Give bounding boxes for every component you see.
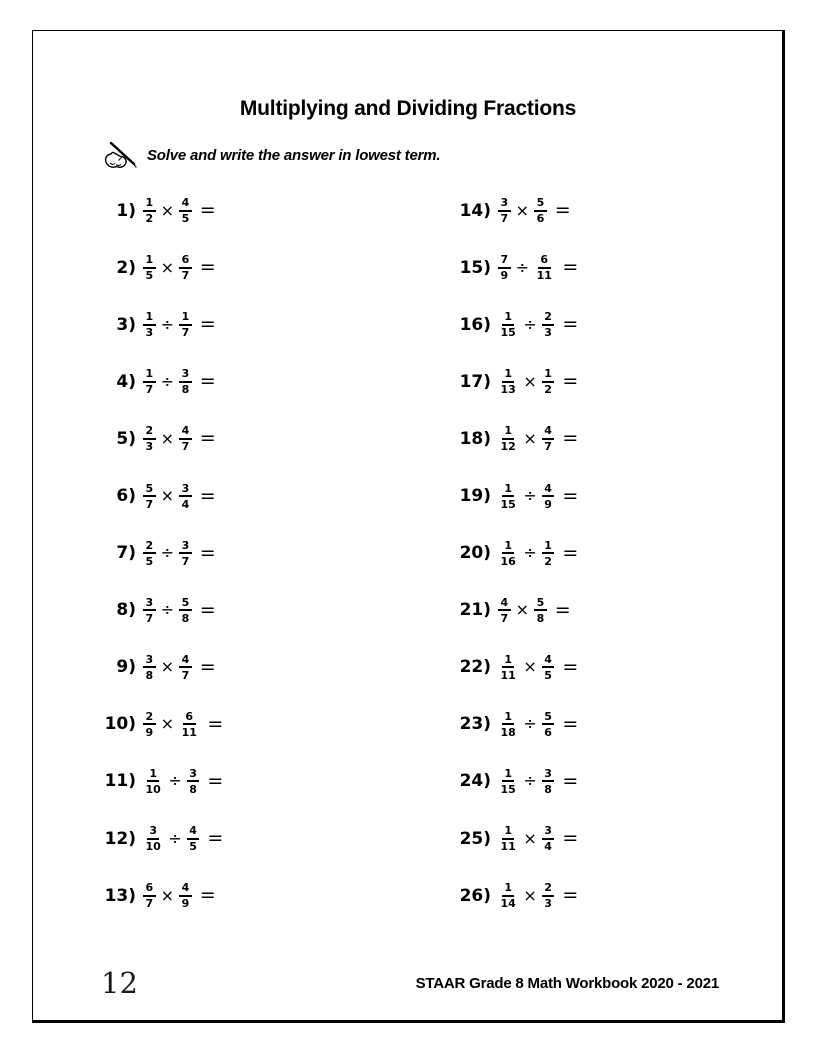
- fraction-first-numerator: 1: [502, 653, 515, 669]
- fraction-first: [143, 710, 156, 739]
- footer-book-title: STAAR Grade 8 Math Workbook 2020 - 2021: [415, 975, 719, 992]
- fraction-second: [179, 424, 192, 453]
- equals-sign: =: [562, 370, 579, 393]
- fraction-first-denominator: 15: [500, 497, 516, 511]
- problem-number: 25): [459, 828, 491, 849]
- operator-sign: ×: [160, 486, 175, 506]
- problem-number: 13): [104, 885, 136, 906]
- fraction-second-denominator: 9: [544, 497, 552, 511]
- operator-sign: ÷: [168, 828, 182, 848]
- problem-item: [96, 582, 451, 639]
- operator-sign: ÷: [515, 257, 530, 277]
- fraction-first: [498, 653, 518, 682]
- fraction-first-denominator: 7: [145, 611, 154, 625]
- fraction-first-denominator: 9: [145, 725, 154, 739]
- fraction-second-numerator: 2: [542, 310, 555, 326]
- fraction-first-numerator: 1: [143, 253, 156, 269]
- fraction-second-denominator: 5: [189, 840, 197, 854]
- fraction-first-denominator: 10: [145, 782, 161, 796]
- operator-sign: ÷: [523, 771, 537, 791]
- fraction-second-numerator: 4: [179, 881, 192, 897]
- fraction-first-denominator: 7: [500, 611, 509, 625]
- fraction-first-denominator: 9: [500, 269, 509, 283]
- fraction-second-numerator: 6: [183, 710, 196, 726]
- problem-number: 24): [459, 771, 491, 792]
- operator-sign: ×: [160, 657, 175, 677]
- problem-item: [451, 239, 771, 296]
- fraction-first-denominator: 5: [145, 269, 154, 283]
- fraction-second-denominator: 9: [181, 897, 190, 911]
- operator-sign: ÷: [523, 486, 537, 506]
- fraction-first: [498, 367, 518, 396]
- problem-number: 23): [459, 714, 491, 735]
- fraction-second-denominator: 8: [181, 383, 190, 397]
- fraction-first: [143, 767, 163, 796]
- fraction-second: [179, 596, 192, 625]
- fraction-first-numerator: 6: [143, 881, 156, 897]
- operator-sign: ×: [523, 371, 537, 391]
- fraction-first: [498, 767, 518, 796]
- operator-sign: ÷: [160, 600, 175, 620]
- operator-sign: ×: [523, 657, 537, 677]
- fraction-second: [179, 881, 192, 910]
- operator-sign: ÷: [523, 543, 537, 563]
- fraction-first-numerator: 1: [502, 482, 515, 498]
- fraction-first-numerator: 2: [143, 710, 156, 726]
- problem-item: [96, 182, 451, 239]
- fraction-first-denominator: 7: [145, 383, 154, 397]
- fraction-second: [179, 367, 192, 396]
- problem-item: [96, 410, 451, 467]
- fraction-first: [498, 824, 518, 853]
- operator-sign: ×: [160, 714, 175, 734]
- fraction-second: [179, 310, 192, 339]
- equals-sign: =: [554, 199, 571, 222]
- fraction-second: [542, 424, 555, 453]
- fraction-first-numerator: 1: [502, 710, 515, 726]
- fraction-first-denominator: 8: [145, 668, 154, 682]
- fraction-second-denominator: 7: [544, 440, 552, 454]
- problem-item: [96, 467, 451, 524]
- fraction-first-numerator: 7: [498, 253, 511, 269]
- fraction-second-denominator: 6: [544, 725, 552, 739]
- problem-number: 16): [459, 314, 491, 335]
- problem-item: [96, 696, 451, 753]
- fraction-first-denominator: 2: [145, 212, 154, 226]
- fraction-second: [534, 596, 547, 625]
- fraction-first-numerator: 3: [498, 196, 511, 212]
- problem-item: [451, 525, 771, 582]
- fraction-second-denominator: 8: [189, 782, 197, 796]
- fraction-first-denominator: 7: [500, 212, 509, 226]
- fraction-second-denominator: 7: [181, 326, 190, 340]
- fraction-first: [498, 310, 518, 339]
- fraction-first: [498, 253, 511, 282]
- fraction-first-denominator: 12: [500, 440, 516, 454]
- fraction-second-numerator: 4: [179, 653, 192, 669]
- problem-item: [96, 867, 451, 924]
- problem-number: 18): [459, 428, 491, 449]
- fraction-second: [179, 653, 192, 682]
- fraction-second: [542, 482, 555, 511]
- fraction-second-numerator: 3: [179, 539, 192, 555]
- problem-number: 10): [104, 714, 136, 735]
- fraction-first-numerator: 2: [143, 539, 156, 555]
- problem-number: 8): [116, 600, 136, 621]
- fraction-second-numerator: 3: [179, 367, 192, 383]
- problem-item: [96, 525, 451, 582]
- fraction-first-denominator: 5: [145, 554, 154, 568]
- problem-item: [96, 639, 451, 696]
- problem-item: [96, 753, 451, 810]
- operator-sign: ×: [523, 828, 537, 848]
- fraction-second-numerator: 3: [542, 767, 555, 783]
- operator-sign: ÷: [523, 314, 537, 334]
- fraction-second-denominator: 7: [181, 269, 190, 283]
- fraction-first: [143, 539, 156, 568]
- fraction-second: [542, 310, 555, 339]
- problem-item: [96, 239, 451, 296]
- fraction-first-denominator: 3: [145, 326, 154, 340]
- fraction-second: [179, 539, 192, 568]
- fraction-second-denominator: 3: [544, 326, 552, 340]
- operator-sign: ÷: [168, 771, 182, 791]
- fraction-second-numerator: 6: [179, 253, 192, 269]
- equals-sign: =: [562, 484, 579, 507]
- fraction-first-denominator: 7: [145, 897, 154, 911]
- fraction-first: [143, 653, 156, 682]
- equals-sign: =: [207, 827, 224, 850]
- fraction-second-denominator: 5: [181, 212, 190, 226]
- equals-sign: =: [199, 884, 216, 907]
- operator-sign: ×: [160, 200, 175, 220]
- fraction-second: [542, 539, 555, 568]
- fraction-first-numerator: 1: [143, 196, 156, 212]
- fraction-second-numerator: 5: [534, 596, 547, 612]
- fraction-first-denominator: 15: [500, 782, 516, 796]
- equals-sign: =: [207, 712, 224, 735]
- fraction-first-denominator: 10: [145, 840, 161, 854]
- fraction-second-numerator: 1: [542, 367, 555, 383]
- operator-sign: ×: [160, 257, 175, 277]
- problem-number: 15): [459, 257, 491, 278]
- operator-sign: ÷: [160, 543, 175, 563]
- fraction-second-numerator: 4: [542, 482, 555, 498]
- problem-item: [451, 410, 771, 467]
- fraction-second-numerator: 3: [187, 767, 200, 783]
- footer-page-number: 12: [101, 966, 138, 1000]
- fraction-second-denominator: 8: [536, 611, 545, 625]
- problem-number: 17): [459, 371, 491, 392]
- fraction-first: [498, 482, 518, 511]
- problem-number: 21): [459, 600, 491, 621]
- fraction-first: [498, 881, 518, 910]
- problem-item: [96, 810, 451, 867]
- fraction-second-denominator: 2: [544, 383, 552, 397]
- problem-number: 14): [459, 200, 491, 221]
- fraction-second-denominator: 7: [181, 554, 190, 568]
- equals-sign: =: [199, 427, 216, 450]
- equals-sign: =: [199, 313, 216, 336]
- page-title: Multiplying and Dividing Fractions: [239, 97, 577, 120]
- equals-sign: =: [199, 484, 216, 507]
- problem-number: 2): [116, 257, 136, 278]
- equals-sign: =: [199, 370, 216, 393]
- fraction-first: [498, 539, 518, 568]
- fraction-first-denominator: 14: [500, 897, 516, 911]
- fraction-first-denominator: 13: [500, 383, 516, 397]
- operator-sign: ÷: [160, 371, 175, 391]
- equals-sign: =: [562, 256, 579, 279]
- fraction-first-denominator: 11: [500, 840, 516, 854]
- fraction-first-numerator: 3: [143, 596, 156, 612]
- fraction-second-denominator: 8: [544, 782, 552, 796]
- fraction-first-numerator: 1: [143, 367, 156, 383]
- fraction-second-denominator: 2: [544, 554, 552, 568]
- fraction-second-numerator: 2: [542, 881, 555, 897]
- fraction-second-numerator: 1: [542, 539, 555, 555]
- fraction-second-numerator: 1: [179, 310, 192, 326]
- operator-sign: ×: [515, 200, 530, 220]
- problem-item: [451, 867, 771, 924]
- fraction-first-numerator: 1: [143, 310, 156, 326]
- fraction-second-denominator: 7: [181, 668, 190, 682]
- problem-item: [96, 296, 451, 353]
- fraction-second: [534, 253, 554, 282]
- fraction-first-numerator: 1: [502, 881, 515, 897]
- operator-sign: ÷: [523, 714, 537, 734]
- fraction-first-denominator: 11: [500, 668, 516, 682]
- fraction-first: [143, 596, 156, 625]
- equals-sign: =: [562, 427, 579, 450]
- fraction-first-denominator: 18: [500, 725, 516, 739]
- problem-item: [451, 182, 771, 239]
- equals-sign: =: [199, 541, 216, 564]
- fraction-second: [542, 881, 555, 910]
- equals-sign: =: [199, 598, 216, 621]
- fraction-second-denominator: 7: [181, 440, 190, 454]
- problem-number: 5): [116, 428, 136, 449]
- fraction-second: [179, 253, 192, 282]
- fraction-second: [542, 767, 555, 796]
- equals-sign: =: [207, 769, 224, 792]
- fraction-first-numerator: 4: [498, 596, 511, 612]
- fraction-first: [143, 367, 156, 396]
- fraction-first-numerator: 2: [143, 424, 156, 440]
- fraction-first-numerator: 3: [143, 653, 156, 669]
- writing-hand-icon: [103, 141, 138, 170]
- fraction-first: [143, 881, 156, 910]
- fraction-second: [179, 482, 192, 511]
- problem-number: 26): [459, 885, 491, 906]
- problems-grid: [96, 182, 771, 924]
- fraction-second-numerator: 3: [542, 824, 555, 840]
- fraction-first-numerator: 3: [147, 824, 160, 840]
- problem-item: [451, 810, 771, 867]
- fraction-first-numerator: 1: [502, 310, 515, 326]
- fraction-second: [179, 196, 192, 225]
- fraction-second-numerator: 3: [179, 482, 192, 498]
- fraction-first: [143, 253, 156, 282]
- fraction-second: [179, 710, 199, 739]
- fraction-second-denominator: 3: [544, 897, 552, 911]
- equals-sign: =: [562, 541, 579, 564]
- operator-sign: ×: [515, 600, 530, 620]
- fraction-second-numerator: 5: [534, 196, 547, 212]
- equals-sign: =: [562, 827, 579, 850]
- problem-item: [451, 582, 771, 639]
- problem-number: 20): [459, 543, 491, 564]
- operator-sign: ×: [523, 428, 537, 448]
- fraction-second-denominator: 11: [536, 269, 552, 283]
- problem-item: [451, 467, 771, 524]
- equals-sign: =: [562, 712, 579, 735]
- equals-sign: =: [562, 769, 579, 792]
- problem-number: 4): [116, 371, 136, 392]
- problem-number: 11): [104, 771, 136, 792]
- problem-number: 22): [459, 657, 491, 678]
- instruction-row: [103, 141, 440, 170]
- operator-sign: ÷: [160, 314, 175, 334]
- problem-number: 3): [116, 314, 136, 335]
- instruction-text: Solve and write the answer in lowest term.: [147, 147, 441, 164]
- fraction-second-numerator: 5: [542, 710, 555, 726]
- equals-sign: =: [562, 655, 579, 678]
- problem-item: [451, 639, 771, 696]
- fraction-second-numerator: 4: [542, 424, 555, 440]
- fraction-first: [143, 310, 156, 339]
- fraction-second-numerator: 4: [187, 824, 200, 840]
- fraction-second-denominator: 5: [544, 668, 552, 682]
- problem-item: [96, 353, 451, 410]
- fraction-second: [187, 767, 200, 796]
- fraction-first-numerator: 1: [147, 767, 160, 783]
- problem-item: [451, 753, 771, 810]
- fraction-second-denominator: 8: [181, 611, 190, 625]
- fraction-second-denominator: 11: [181, 725, 197, 739]
- fraction-second-numerator: 5: [179, 596, 192, 612]
- fraction-first: [143, 196, 156, 225]
- fraction-first-denominator: 15: [500, 326, 516, 340]
- fraction-first-numerator: 1: [502, 824, 515, 840]
- fraction-first-numerator: 1: [502, 367, 515, 383]
- equals-sign: =: [562, 313, 579, 336]
- fraction-first: [143, 824, 163, 853]
- fraction-second-denominator: 4: [544, 840, 552, 854]
- fraction-first: [498, 424, 518, 453]
- fraction-first-numerator: 1: [502, 539, 515, 555]
- equals-sign: =: [562, 884, 579, 907]
- fraction-second: [542, 824, 555, 853]
- fraction-second: [534, 196, 547, 225]
- problem-number: 7): [116, 543, 136, 564]
- fraction-second-numerator: 4: [542, 653, 555, 669]
- fraction-first: [498, 196, 511, 225]
- fraction-first-denominator: 3: [145, 440, 154, 454]
- problem-item: [451, 296, 771, 353]
- fraction-second: [542, 653, 555, 682]
- fraction-second: [542, 367, 555, 396]
- operator-sign: ×: [160, 885, 175, 905]
- fraction-second-denominator: 6: [536, 212, 545, 226]
- fraction-first: [143, 424, 156, 453]
- equals-sign: =: [199, 256, 216, 279]
- fraction-first-denominator: 7: [145, 497, 154, 511]
- fraction-second: [542, 710, 555, 739]
- fraction-first: [498, 710, 518, 739]
- problem-number: 19): [459, 486, 491, 507]
- problem-number: 12): [104, 828, 136, 849]
- fraction-first-numerator: 1: [502, 767, 515, 783]
- equals-sign: =: [199, 199, 216, 222]
- fraction-second-numerator: 4: [179, 424, 192, 440]
- fraction-second-numerator: 4: [179, 196, 192, 212]
- problem-number: 9): [116, 657, 136, 678]
- operator-sign: ×: [160, 428, 175, 448]
- fraction-first: [498, 596, 511, 625]
- fraction-second: [187, 824, 200, 853]
- problem-number: 1): [116, 200, 136, 221]
- problem-item: [451, 696, 771, 753]
- equals-sign: =: [199, 655, 216, 678]
- operator-sign: ×: [523, 885, 537, 905]
- fraction-second-denominator: 4: [181, 497, 190, 511]
- problem-number: 6): [116, 486, 136, 507]
- fraction-first-numerator: 5: [143, 482, 156, 498]
- problem-item: [451, 353, 771, 410]
- fraction-second-numerator: 6: [538, 253, 551, 269]
- equals-sign: =: [554, 598, 571, 621]
- fraction-first: [143, 482, 156, 511]
- fraction-first-numerator: 1: [502, 424, 515, 440]
- fraction-first-denominator: 16: [500, 554, 516, 568]
